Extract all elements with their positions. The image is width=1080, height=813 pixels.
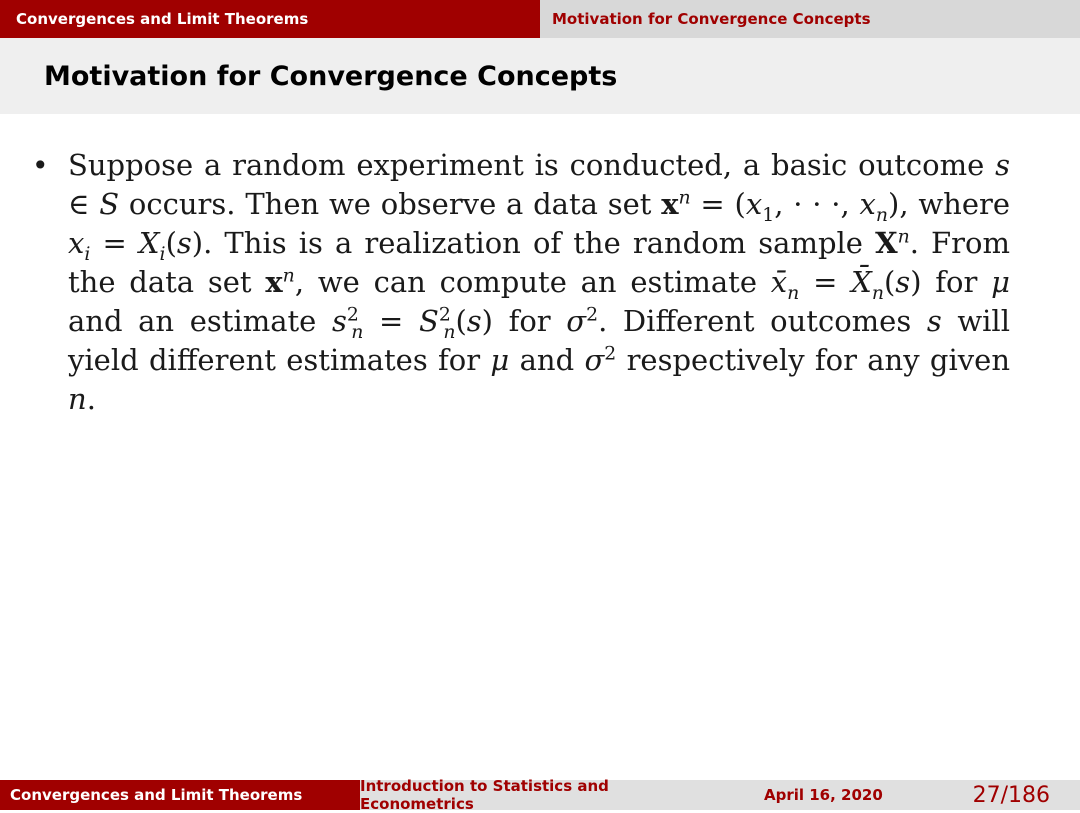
math-var: μ: [991, 265, 1010, 299]
math-var: s: [895, 265, 911, 299]
math-var: s: [176, 226, 192, 260]
math-sup: 2: [586, 304, 599, 326]
text-run: . From the data set: [68, 226, 1010, 299]
bullet-list: [30, 146, 1010, 419]
math-var: X: [875, 226, 898, 260]
text-run: , we can compute an estimate: [294, 265, 771, 299]
math-var: x: [745, 187, 763, 221]
math-var: x: [265, 265, 283, 299]
math-var: S: [418, 304, 439, 338]
math-var: s: [331, 304, 347, 338]
math-var: X: [138, 226, 160, 260]
math-sub: 1: [762, 204, 775, 226]
page-number: 27/186: [972, 782, 1050, 808]
slide-title: Motivation for Convergence Concepts: [44, 60, 618, 92]
footer-section: Convergences and Limit Theorems: [0, 780, 360, 810]
math-sub: i: [159, 243, 166, 265]
math-sup: 2: [438, 304, 451, 326]
text-run: respectively for any given: [616, 343, 1010, 377]
math-op: (: [883, 265, 896, 299]
text-run: ) for: [910, 265, 992, 299]
math-op: (: [455, 304, 467, 338]
math-var: X̄: [851, 265, 872, 299]
math-op: =: [90, 226, 139, 260]
math-sup: n: [678, 187, 691, 209]
math-op: , · · ·,: [774, 187, 860, 221]
text-run: will yield different estimates for: [68, 304, 1010, 377]
math-sub: n: [443, 321, 456, 343]
math-var: s: [466, 304, 482, 338]
bullet-item: [68, 146, 1010, 419]
math-var: x: [68, 226, 85, 260]
text-run: ), where: [888, 187, 1011, 221]
math-var: S: [99, 187, 120, 221]
math-op: (: [165, 226, 177, 260]
math-var: σ: [584, 343, 605, 377]
math-sup: n: [897, 226, 910, 248]
text-run: and an estimate: [68, 304, 332, 338]
text-run: .: [86, 382, 96, 416]
math-var: s: [926, 304, 942, 338]
math-sup: n: [282, 265, 295, 287]
header-section-title[interactable]: Convergences and Limit Theorems: [0, 0, 540, 38]
math-var: σ: [566, 304, 587, 338]
text-run: ) for: [481, 304, 567, 338]
math-sup: 2: [604, 343, 617, 365]
footer-bar: [0, 777, 1080, 813]
math-sub: n: [787, 282, 800, 304]
math-op: ∈: [68, 187, 100, 221]
math-var: x: [859, 187, 876, 221]
math-var: x̄: [770, 265, 788, 299]
footer-course: Introduction to Statistics and Econometrics: [360, 780, 720, 810]
footer-right: [720, 780, 1080, 810]
text-run: and: [509, 343, 585, 377]
math-var: n: [68, 382, 87, 416]
text-run: occurs. Then we observe a data set: [119, 187, 662, 221]
math-var: μ: [490, 343, 510, 377]
top-navigation-bar: [0, 0, 1080, 38]
math-sub: n: [875, 204, 888, 226]
math-sub: i: [84, 243, 91, 265]
slide-title-bar: [0, 38, 1080, 114]
math-var: s: [995, 148, 1011, 182]
footer-date: April 16, 2020: [764, 786, 883, 804]
header-subsection-title[interactable]: Motivation for Convergence Concepts: [540, 0, 1080, 38]
math-sup: 2: [346, 304, 359, 326]
math-op: = (: [690, 187, 746, 221]
text-run: Suppose a random experiment is conducted, a basic outcome: [68, 148, 985, 182]
math-sub: n: [871, 282, 884, 304]
math-sub: n: [351, 321, 364, 343]
text-run: . Different outcomes: [598, 304, 927, 338]
math-op: =: [799, 265, 852, 299]
math-op: =: [363, 304, 419, 338]
slide-body: [30, 146, 1010, 419]
text-run: ). This is a realization of the random sample: [191, 226, 876, 260]
math-var: x: [661, 187, 679, 221]
